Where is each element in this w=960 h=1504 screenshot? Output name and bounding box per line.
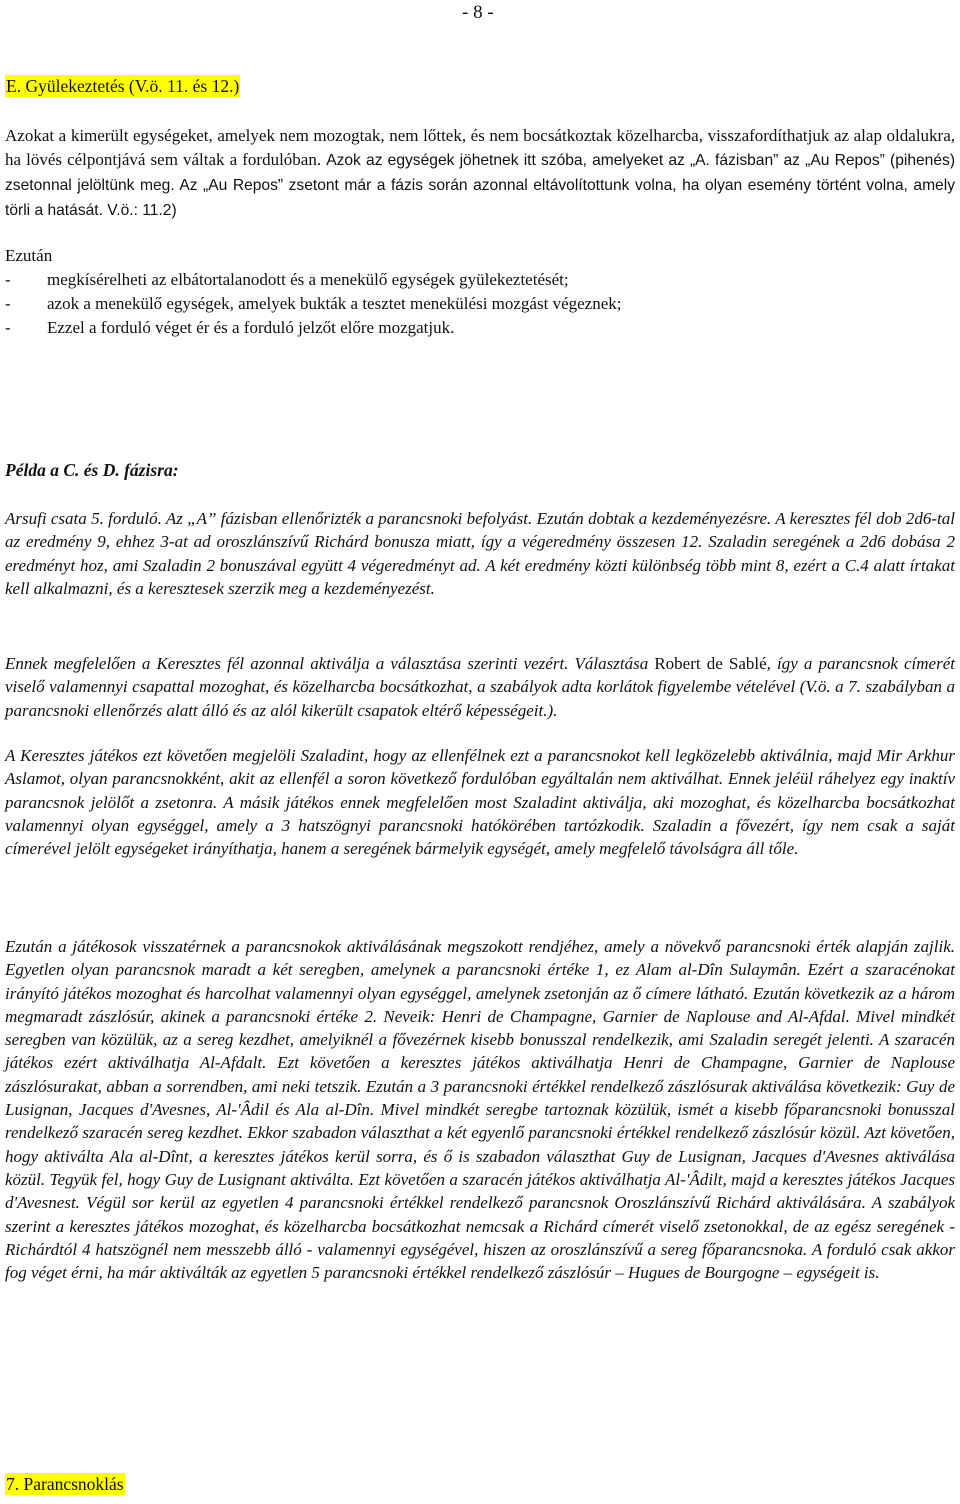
example-title: Példa a C. és D. fázisra:	[5, 460, 179, 480]
list-dash: -	[5, 294, 11, 313]
list-item-text: azok a menekülő egységek, amelyek bukták a tesztet menekülési mozgást végeznek;	[47, 294, 622, 313]
example-paragraph-3: A Keresztes játékos ezt követően megjelöli Szaladint, hogy az ellenfélnek ezt a parancsnokot kell legközelebb aktiválnia, majd Mir Arkhur Aslamot, olyan parancsnokként, akit az ellenfél a soron következő fordulóban egyáltalán nem aktiválhat. Ennek jeléül ráhelyez egy inaktív parancsnok jelölőt a zsetonra. A másik játékos ennek megfelelően most Szaladint aktiválja, aki mozoghat, és közelharcba bocsátkozhat valamennyi olyan egységgel, amely a 3 hatszögnyi parancsnoki hatókörében tartózkodik. Szaladin a fővezért, így nem csak a saját címerével jelölt egységeket irányíthatja, hanem a seregének bármelyik egységét, amely megfelelő távolságra áll tőle.	[5, 746, 955, 859]
example-paragraph-4: Ezután a játékosok visszatérnek a parancsnokok aktiválásának megszokott rendjéhez, amely a növekvő parancsnoki érték alapján zajlik. Egyetlen olyan parancsnok maradt a két seregben, amelynek a parancsnoki értéke 1, ez Alam al-Dîn Sulaymân. Ezért a szaracénokat irányító játékos mozoghat és harcolhat valamennyi olyan egységgel, amelynek zsetonján az ő címere látható. Ezután következik az a három megmaradt zászlósúr, akinek a parancsnoki értéke 2. Neveik: Henri de Champagne, Garnier de Naplouse and Al-Afdal. Mivel mindkét seregben van közülük, az a sereg kezdhet, amelyiknél a fővezérnek kisebb bonusszal rendelkezik, ami Szaladin seregét jelenti. A szaracén játékos ezért aktiválhatja Al-Afdalt. Ezt követően a keresztes játékos aktiválhatja Henri de Champagne, Garnier de Naplouse zászlósurakat, abban a sorrendben, ami neki tetszik. Ezután a 3 parancsnoki értékkel rendelkező zászlósurak aktiválása következik: Guy de Lusignan, Jacques d'Avesnes, Al-'Âdil és Ala al-Dîn. Mivel mindkét seregbe tartoznak közülük, ismét a kisebb főparancsnoki bonusszal rendelkező szaracén sereg kezdhet. Ekkor szabadon választhat a két egyenlő parancsnoki értékkel rendelkező zászlósúr közül. Azt követően, hogy aktiválta Ala al-Dînt, a keresztes játékos kerül sorra, és ő is szabadon választhat Guy de Lusignan, Jacques d'Avesnes aktiválása közül. Tegyük fel, hogy Guy de Lusignant aktiválta. Ezt követően a szaracén játékos aktiválhatja Al-'Âdilt, majd a keresztes játékos Jacques d'Avesnest. Végül sor kerül az egyetlen 4 parancsnoki értékkel rendelkező parancsnok Oroszlánszívű Richárd aktiválására. A szabályok szerint a keresztes játékos mozoghat, és közelharcba bocsátkozhat nemcsak a Richárd címerét viselő zsetonokkal, de az egész seregének - Richárdtól 4 hatszögnél nem messzebb álló - valamennyi egységével, hiszen az oroszlánszívű a sereg főparancsnoka. A forduló csak akkor fog véget érni, ha már aktiválták az egyetlen 5 parancsnoki értékkel rendelkező zászlósúr – Hugues de Bourgogne – egységeit is.	[5, 937, 955, 1283]
example-paragraph-1: Arsufi csata 5. forduló. Az „A” fázisban ellenőrizték a parancsnoki befolyást. Ezután dobtak a kezdeményezésre. A keresztes fél dob 2d6-tal az eredmény 9, ehhez 3-at ad oroszlánszívű Richárd bonusza miatt, így a végeredmény összesen 12. Szaladin seregének a 2d6 dobása 2 eredményt hoz, ami Szaladin 2 bonuszával együtt 4 végeredményt ad. A két eredmény közti különbség több mint 8, ezért a C.4 alatt írtakat kell alkalmazni, és a keresztesek szerzik meg a kezdeményezést.	[5, 509, 955, 598]
list-dash: -	[5, 318, 11, 337]
list-item-text: Ezzel a forduló véget ér és a forduló jelzőt előre mozgatjuk.	[47, 318, 455, 337]
list-item	[5, 292, 955, 316]
example-paragraph-2	[5, 652, 955, 722]
paragraph-2-text-c: , így a parancsnok címerét viselő valamennyi csapattal mozoghat, és közelharcba bocsátkozhat, a szabályok adta korlátok figyelembe vételével (V.ö. a 7. szabályban a parancsnoki ellenőrzés alatt álló és az alól kikerült csapatok eltérő képességeit.).	[5, 654, 955, 720]
intro-paragraph	[5, 124, 955, 223]
intro-text-serif: Azokat a kimerült egységeket, amelyek nem mozogtak, nem lőttek, és nem bocsátkoztak közelharcba, visszafordíthatjuk az alap oldalukra, ha lövés célpontjává sem váltak a fordulóban.	[5, 126, 955, 169]
list-dash: -	[5, 270, 11, 289]
page-number: - 8 -	[462, 2, 494, 23]
intro-text-sans: Azok az egységek jöhetnek itt szóba, amelyeket az „A. fázisban” az „Au Repos” (pihenés) zsetonnal jelöltünk meg. Az „Au Repos” zsetont már a fázis során azonnal eltávolítottunk volna, ha olyan esemény történt volna, amely törli a hatását. V.ö.: 11.2)	[5, 152, 956, 219]
paragraph-2-text-a: Ennek megfelelően a Keresztes fél azonnal aktiválja a választása szerinti vezért. Választása	[5, 654, 655, 673]
list-item-text: megkísérelheti az elbátortalanodott és a menekülő egységek gyülekeztetését;	[47, 270, 569, 289]
list-item	[5, 268, 955, 292]
then-label: Ezután	[5, 246, 53, 265]
leader-name: Robert de Sablé	[654, 654, 767, 673]
list-item	[5, 316, 955, 340]
section-heading: E. Gyülekeztetés (V.ö. 11. és 12.)	[6, 76, 240, 96]
next-section-heading: 7. Parancsnoklás	[6, 1474, 124, 1494]
then-section	[5, 244, 955, 340]
